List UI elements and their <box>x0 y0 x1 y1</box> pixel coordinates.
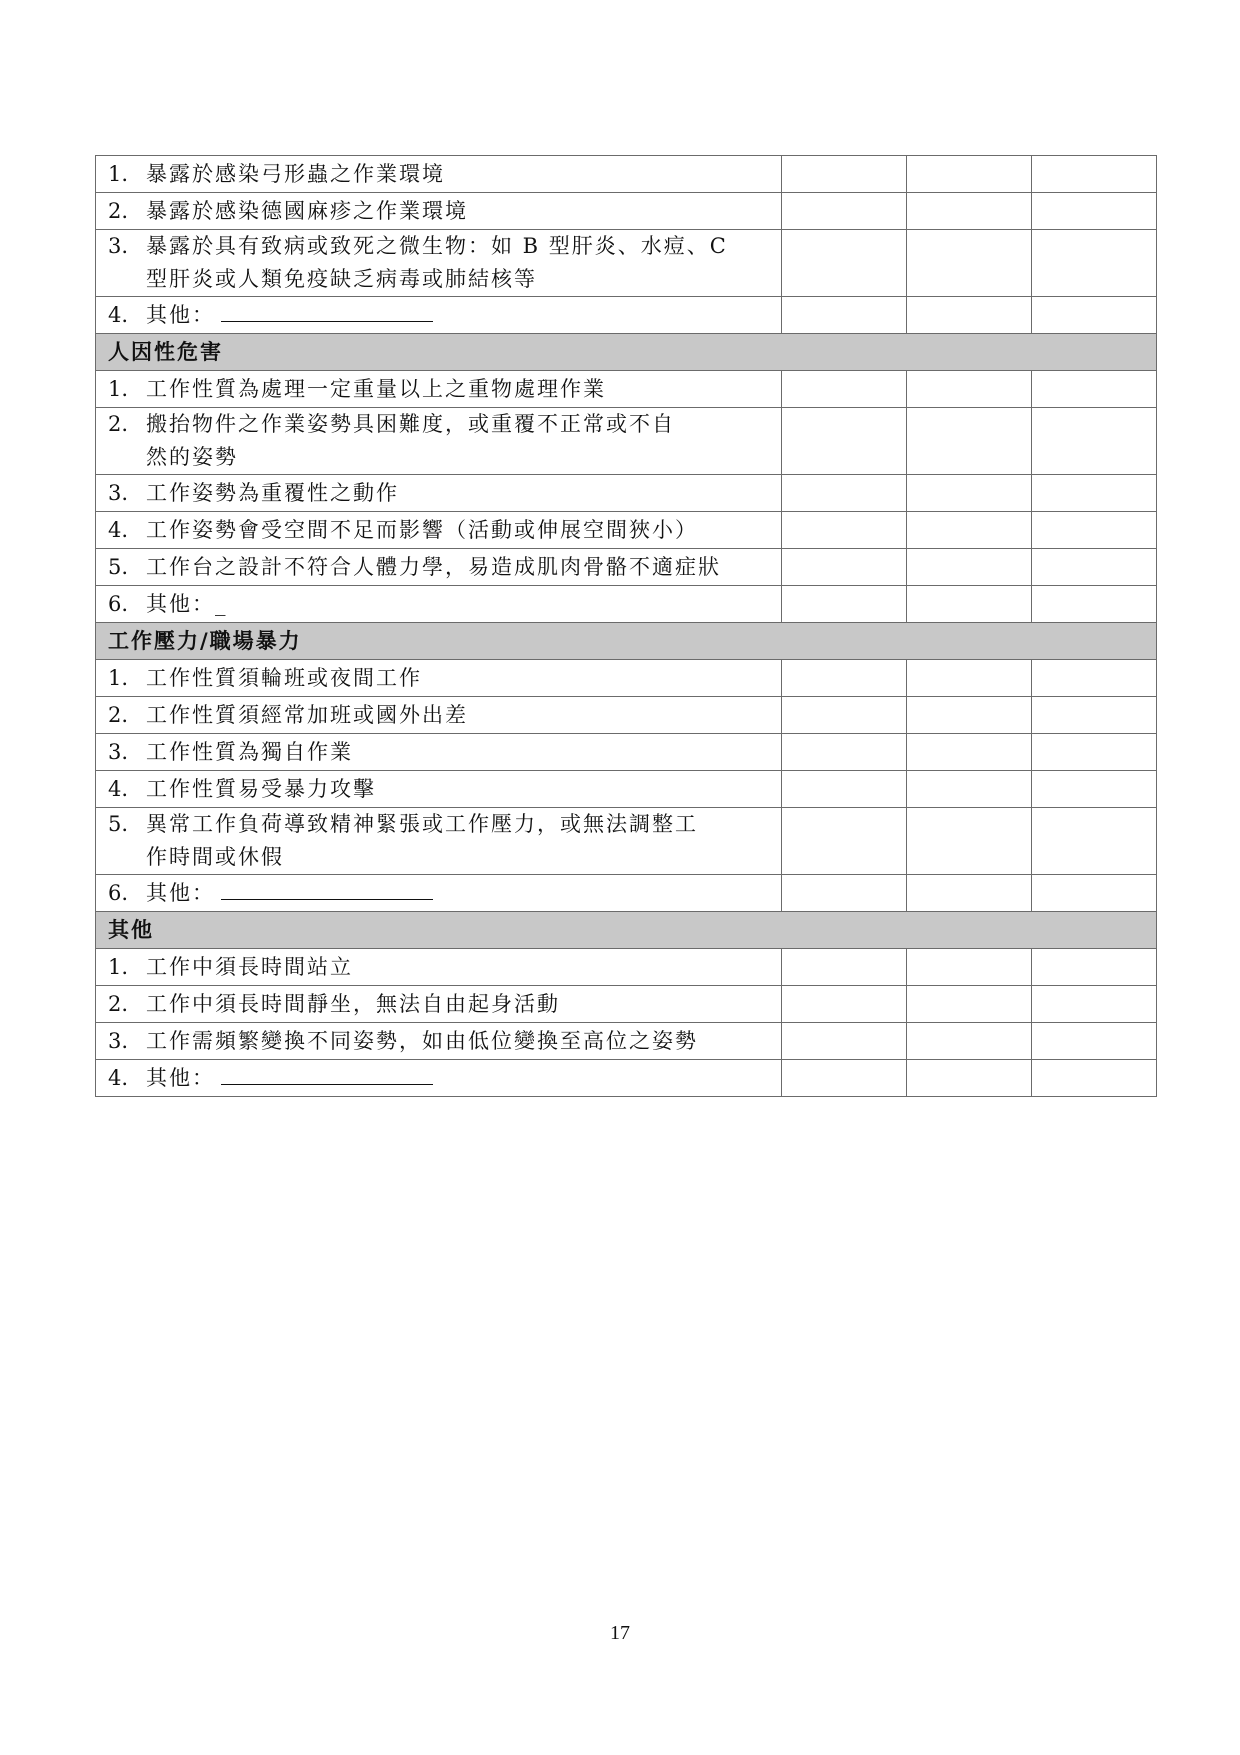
checklist-row <box>96 371 1157 408</box>
item-number: 1. <box>108 955 129 979</box>
item-text-cell <box>96 1060 782 1097</box>
item-number: 1. <box>108 162 129 186</box>
item-text-continued: 作時間或休假 <box>146 845 284 869</box>
checklist-row <box>96 949 1157 986</box>
item-text-cell <box>96 156 782 193</box>
item-text: 暴露於具有致病或致死之微生物：如 B 型肝炎、水痘、C <box>146 234 728 258</box>
check-cell-3[interactable] <box>1032 475 1157 512</box>
checklist-row <box>96 660 1157 697</box>
item-text: 工作性質為獨自作業 <box>146 740 353 764</box>
item-number: 2. <box>108 412 129 436</box>
item-number: 2. <box>108 992 129 1016</box>
item-text: 其他：_ <box>146 592 228 616</box>
check-cell-2[interactable] <box>907 193 1032 230</box>
item-number: 5. <box>108 555 129 579</box>
section-title: 其他 <box>96 912 1157 949</box>
item-number: 3. <box>108 234 129 258</box>
item-text: 工作姿勢會受空間不足而影響（活動或伸展空間狹小） <box>146 518 698 542</box>
check-cell-1[interactable] <box>782 408 907 475</box>
check-cell-3[interactable] <box>1032 734 1157 771</box>
checklist-row <box>96 230 1157 297</box>
item-number: 5. <box>108 812 129 836</box>
item-text-cell <box>96 586 782 623</box>
check-cell-3[interactable] <box>1032 771 1157 808</box>
item-text: 工作需頻繁變換不同姿勢，如由低位變換至高位之姿勢 <box>146 1029 698 1053</box>
check-cell-2[interactable] <box>907 1023 1032 1060</box>
item-text: 工作性質易受暴力攻擊 <box>146 777 376 801</box>
item-text-cell <box>96 297 782 334</box>
item-text-cell <box>96 875 782 912</box>
item-text: 暴露於感染德國麻疹之作業環境 <box>146 199 468 223</box>
check-cell-1[interactable] <box>782 549 907 586</box>
check-cell-1[interactable] <box>782 1023 907 1060</box>
check-cell-2[interactable] <box>907 875 1032 912</box>
item-text-cell <box>96 734 782 771</box>
item-text-cell <box>96 230 782 297</box>
check-cell-2[interactable] <box>907 230 1032 297</box>
checklist-row <box>96 297 1157 334</box>
item-text-continued: 型肝炎或人類免疫缺乏病毒或肺結核等 <box>146 267 537 291</box>
check-cell-3[interactable] <box>1032 549 1157 586</box>
checklist-row <box>96 1060 1157 1097</box>
item-number: 4. <box>108 303 129 327</box>
check-cell-3[interactable] <box>1032 1060 1157 1097</box>
check-cell-3[interactable] <box>1032 949 1157 986</box>
check-cell-2[interactable] <box>907 297 1032 334</box>
checklist-row <box>96 1023 1157 1060</box>
check-cell-1[interactable] <box>782 734 907 771</box>
checklist-row <box>96 193 1157 230</box>
check-cell-1[interactable] <box>782 475 907 512</box>
check-cell-3[interactable] <box>1032 156 1157 193</box>
check-cell-1[interactable] <box>782 771 907 808</box>
check-cell-1[interactable] <box>782 371 907 408</box>
other-fill-blank[interactable] <box>221 299 433 322</box>
item-text: 其他： <box>146 1066 215 1090</box>
check-cell-1[interactable] <box>782 808 907 875</box>
checklist-row <box>96 697 1157 734</box>
check-cell-2[interactable] <box>907 734 1032 771</box>
item-text-cell <box>96 1023 782 1060</box>
checklist-row <box>96 549 1157 586</box>
checklist-row <box>96 986 1157 1023</box>
check-cell-1[interactable] <box>782 660 907 697</box>
item-text-cell <box>96 408 782 475</box>
check-cell-1[interactable] <box>782 1060 907 1097</box>
page-number: 17 <box>610 1622 630 1644</box>
check-cell-2[interactable] <box>907 156 1032 193</box>
check-cell-3[interactable] <box>1032 697 1157 734</box>
section-header-row <box>96 334 1157 371</box>
item-text: 工作性質須輪班或夜間工作 <box>146 666 422 690</box>
check-cell-2[interactable] <box>907 1060 1032 1097</box>
checklist-row <box>96 875 1157 912</box>
item-text: 其他： <box>146 303 215 327</box>
item-number: 4. <box>108 777 129 801</box>
checklist-row <box>96 734 1157 771</box>
other-fill-blank[interactable] <box>221 1062 433 1085</box>
item-text-cell <box>96 549 782 586</box>
check-cell-1[interactable] <box>782 986 907 1023</box>
other-fill-blank[interactable] <box>221 877 433 900</box>
item-number: 2. <box>108 703 129 727</box>
check-cell-3[interactable] <box>1032 297 1157 334</box>
item-text: 工作中須長時間站立 <box>146 955 353 979</box>
check-cell-3[interactable] <box>1032 1023 1157 1060</box>
check-cell-3[interactable] <box>1032 875 1157 912</box>
checklist-body <box>96 156 1157 1097</box>
item-text: 工作台之設計不符合人體力學，易造成肌肉骨骼不適症狀 <box>146 555 721 579</box>
check-cell-2[interactable] <box>907 549 1032 586</box>
item-number: 1. <box>108 377 129 401</box>
item-number: 4. <box>108 1066 129 1090</box>
item-text: 工作性質須經常加班或國外出差 <box>146 703 468 727</box>
section-header-row <box>96 912 1157 949</box>
item-number: 3. <box>108 481 129 505</box>
check-cell-1[interactable] <box>782 156 907 193</box>
checklist-row <box>96 408 1157 475</box>
item-text-continued: 然的姿勢 <box>146 445 238 469</box>
check-cell-3[interactable] <box>1032 986 1157 1023</box>
item-text: 異常工作負荷導致精神緊張或工作壓力，或無法調整工 <box>146 812 698 836</box>
item-text-cell <box>96 808 782 875</box>
check-cell-3[interactable] <box>1032 371 1157 408</box>
checklist-row <box>96 771 1157 808</box>
check-cell-3[interactable] <box>1032 808 1157 875</box>
item-text: 搬抬物件之作業姿勢具困難度，或重覆不正常或不自 <box>146 412 675 436</box>
check-cell-1[interactable] <box>782 949 907 986</box>
check-cell-1[interactable] <box>782 586 907 623</box>
checklist-row <box>96 512 1157 549</box>
check-cell-3[interactable] <box>1032 512 1157 549</box>
item-number: 1. <box>108 666 129 690</box>
check-cell-2[interactable] <box>907 371 1032 408</box>
item-number: 3. <box>108 1029 129 1053</box>
check-cell-3[interactable] <box>1032 408 1157 475</box>
check-cell-3[interactable] <box>1032 230 1157 297</box>
item-text-cell <box>96 697 782 734</box>
check-cell-3[interactable] <box>1032 586 1157 623</box>
check-cell-2[interactable] <box>907 408 1032 475</box>
check-cell-2[interactable] <box>907 586 1032 623</box>
item-text-cell <box>96 371 782 408</box>
item-text: 暴露於感染弓形蟲之作業環境 <box>146 162 445 186</box>
check-cell-2[interactable] <box>907 949 1032 986</box>
check-cell-2[interactable] <box>907 771 1032 808</box>
item-number: 4. <box>108 518 129 542</box>
check-cell-1[interactable] <box>782 193 907 230</box>
section-header-row <box>96 623 1157 660</box>
item-text-cell <box>96 193 782 230</box>
item-number: 3. <box>108 740 129 764</box>
check-cell-2[interactable] <box>907 475 1032 512</box>
check-cell-2[interactable] <box>907 808 1032 875</box>
item-text-cell <box>96 986 782 1023</box>
checklist-row <box>96 808 1157 875</box>
section-title: 工作壓力/職場暴力 <box>96 623 1157 660</box>
hazard-checklist-table <box>95 155 1157 1097</box>
check-cell-2[interactable] <box>907 986 1032 1023</box>
checklist-row <box>96 586 1157 623</box>
section-title: 人因性危害 <box>96 334 1157 371</box>
item-text-cell <box>96 771 782 808</box>
item-text: 工作姿勢為重覆性之動作 <box>146 481 399 505</box>
checklist-row <box>96 156 1157 193</box>
check-cell-2[interactable] <box>907 697 1032 734</box>
check-cell-2[interactable] <box>907 660 1032 697</box>
item-number: 6. <box>108 881 129 905</box>
check-cell-3[interactable] <box>1032 193 1157 230</box>
check-cell-1[interactable] <box>782 512 907 549</box>
check-cell-1[interactable] <box>782 230 907 297</box>
check-cell-1[interactable] <box>782 697 907 734</box>
check-cell-1[interactable] <box>782 875 907 912</box>
item-text: 其他： <box>146 881 215 905</box>
item-text: 工作中須長時間靜坐，無法自由起身活動 <box>146 992 560 1016</box>
item-text-cell <box>96 475 782 512</box>
item-text-cell <box>96 949 782 986</box>
item-text: 工作性質為處理一定重量以上之重物處理作業 <box>146 377 606 401</box>
item-number: 2. <box>108 199 129 223</box>
check-cell-1[interactable] <box>782 297 907 334</box>
check-cell-2[interactable] <box>907 512 1032 549</box>
checklist-row <box>96 475 1157 512</box>
item-number: 6. <box>108 592 129 616</box>
item-text-cell <box>96 512 782 549</box>
item-text-cell <box>96 660 782 697</box>
check-cell-3[interactable] <box>1032 660 1157 697</box>
